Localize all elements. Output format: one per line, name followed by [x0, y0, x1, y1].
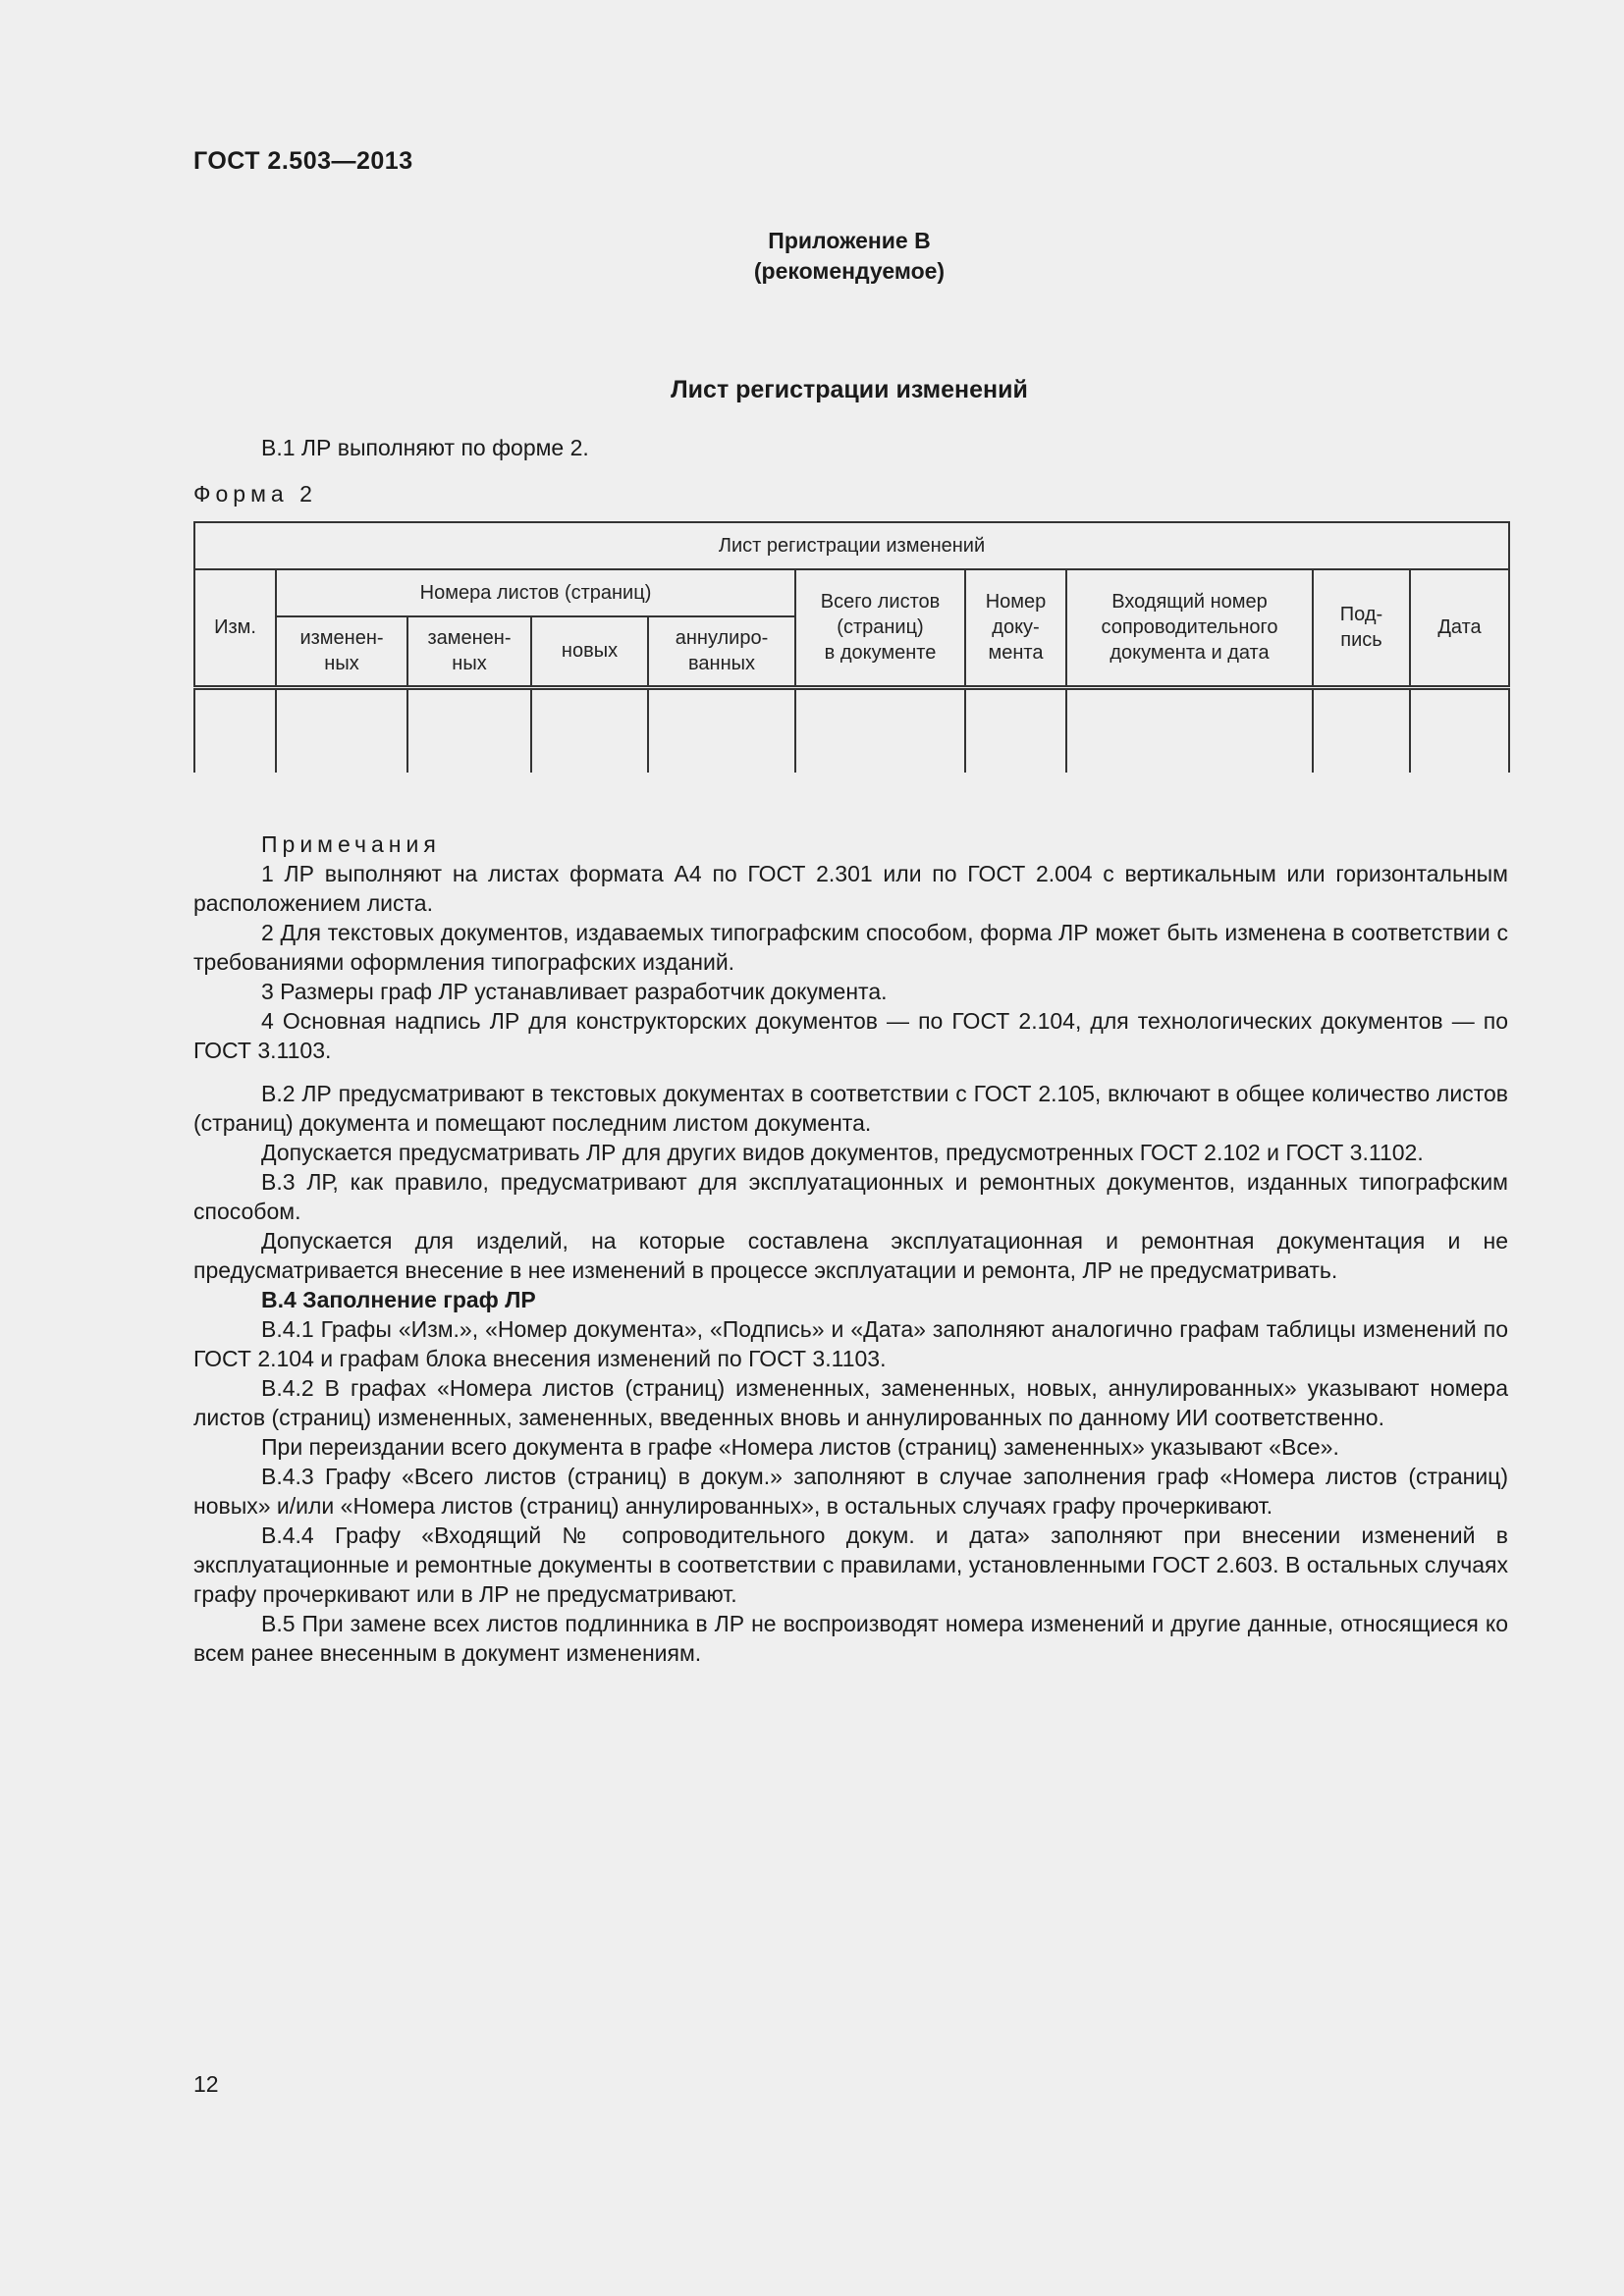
note-2: 2 Для текстовых документов, издаваемых типографским способом, форма ЛР может быть изменена в соответствии с требованиями оформления типографских изданий. [193, 920, 1508, 975]
appendix-subtitle: (рекомендуемое) [753, 258, 946, 284]
registration-table [193, 521, 1510, 773]
paragraph-allowed-1: Допускается предусматривать ЛР для других видов документов, предусмотренных ГОСТ 2.102 и ГОСТ 3.1102. [261, 1140, 1424, 1165]
table-cell [194, 687, 276, 773]
col-group-sheets: Номера листов (страниц) [276, 569, 795, 616]
col-document-number: Номер доку- мента [965, 569, 1066, 687]
note-3: 3 Размеры граф ЛР устанавливает разработчик документа. [261, 979, 888, 1004]
col-izm: Изм. [194, 569, 276, 687]
col-changed: изменен- ных [276, 616, 407, 687]
paragraph-b43: В.4.3 Графу «Всего листов (страниц) в докум.» заполняют в случае заполнения граф «Номера листов (страниц) новых» и/или «Номера листов (страниц) аннулированных», в остальных случаях графу прочеркивают. [193, 1464, 1508, 1519]
note-1: 1 ЛР выполняют на листах формата А4 по ГОСТ 2.301 или по ГОСТ 2.004 с вертикальным или горизонтальным расположением листа. [193, 861, 1508, 916]
paragraph-b2: В.2 ЛР предусматривают в текстовых документах в соответствии с ГОСТ 2.105, включают в общее количество листов (страниц) документа и помещают последним листом документа. [193, 1081, 1508, 1136]
table-cell [407, 687, 531, 773]
col-new: новых [531, 616, 648, 687]
table-row [194, 687, 1509, 773]
table-cell [1066, 687, 1313, 773]
table-cell [1313, 687, 1410, 773]
table-cell [648, 687, 795, 773]
paragraph-reissue: При переиздании всего документа в графе «Номера листов (страниц) замененных» указывают «Все». [261, 1434, 1339, 1460]
page-number: 12 [193, 2071, 219, 2097]
table-cell [276, 687, 407, 773]
col-total-sheets: Всего листов (страниц) в документе [795, 569, 965, 687]
standard-header: ГОСТ 2.503—2013 [193, 147, 413, 175]
table-cell [965, 687, 1066, 773]
paragraph-allowed-2: Допускается для изделий, на которые составлена эксплуатационная и ремонтная документация и не предусматривается внесение в нее изменений в процессе эксплуатации и ремонта, ЛР не предусматривать. [193, 1228, 1508, 1283]
col-date: Дата [1410, 569, 1509, 687]
intro-paragraph: В.1 ЛР выполняют по форме 2. [261, 435, 589, 460]
heading-b4 [193, 1285, 1508, 1314]
paragraph-b44: В.4.4 Графу «Входящий № сопроводительного докум. и дата» заполняют при внесении изменений в эксплуатационные и ремонтные документы в соответствии с правилами, установленными ГОСТ 2.603. В остальных случаях графу прочеркивают или в ЛР не предусматривают. [193, 1522, 1508, 1607]
appendix-heading [0, 226, 1624, 287]
notes-title: Примечания [261, 831, 441, 857]
document-body [193, 829, 1508, 1668]
table-cell [531, 687, 648, 773]
table-cell [795, 687, 965, 773]
paragraph-b5: В.5 При замене всех листов подлинника в ЛР не воспроизводят номера изменений и другие данные, относящиеся ко всем ранее внесенным в документ изменениям. [193, 1611, 1508, 1666]
col-annulled: аннулиро- ванных [648, 616, 795, 687]
table-caption: Лист регистрации изменений [194, 522, 1509, 569]
paragraph-b3: В.3 ЛР, как правило, предусматривают для эксплуатационных и ремонтных документов, изданных типографским способом. [193, 1169, 1508, 1224]
table-cell [1410, 687, 1509, 773]
col-replaced: заменен- ных [407, 616, 531, 687]
paragraph-b41: В.4.1 Графы «Изм.», «Номер документа», «Подпись» и «Дата» заполняют аналогично графам таблицы изменений по ГОСТ 2.104 и графам блока внесения изменений по ГОСТ 3.1103. [193, 1316, 1508, 1371]
appendix-title: Приложение В [768, 228, 931, 253]
heading-b4-text: В.4 Заполнение граф ЛР [261, 1287, 536, 1312]
col-signature: Под- пись [1313, 569, 1410, 687]
note-4: 4 Основная надпись ЛР для конструкторских документов — по ГОСТ 2.104, для технологических документов — по ГОСТ 3.1103. [193, 1008, 1508, 1063]
col-incoming-number: Входящий номер сопроводительного документа и дата [1066, 569, 1313, 687]
form-label: Форма 2 [193, 481, 317, 507]
paragraph-b42: В.4.2 В графах «Номера листов (страниц) измененных, замененных, новых, аннулированных» указывают номера листов (страниц) измененных, замененных, введенных вновь и аннулированных по данному ИИ соответственно. [193, 1375, 1508, 1430]
section-title: Лист регистрации изменений [671, 376, 1028, 403]
